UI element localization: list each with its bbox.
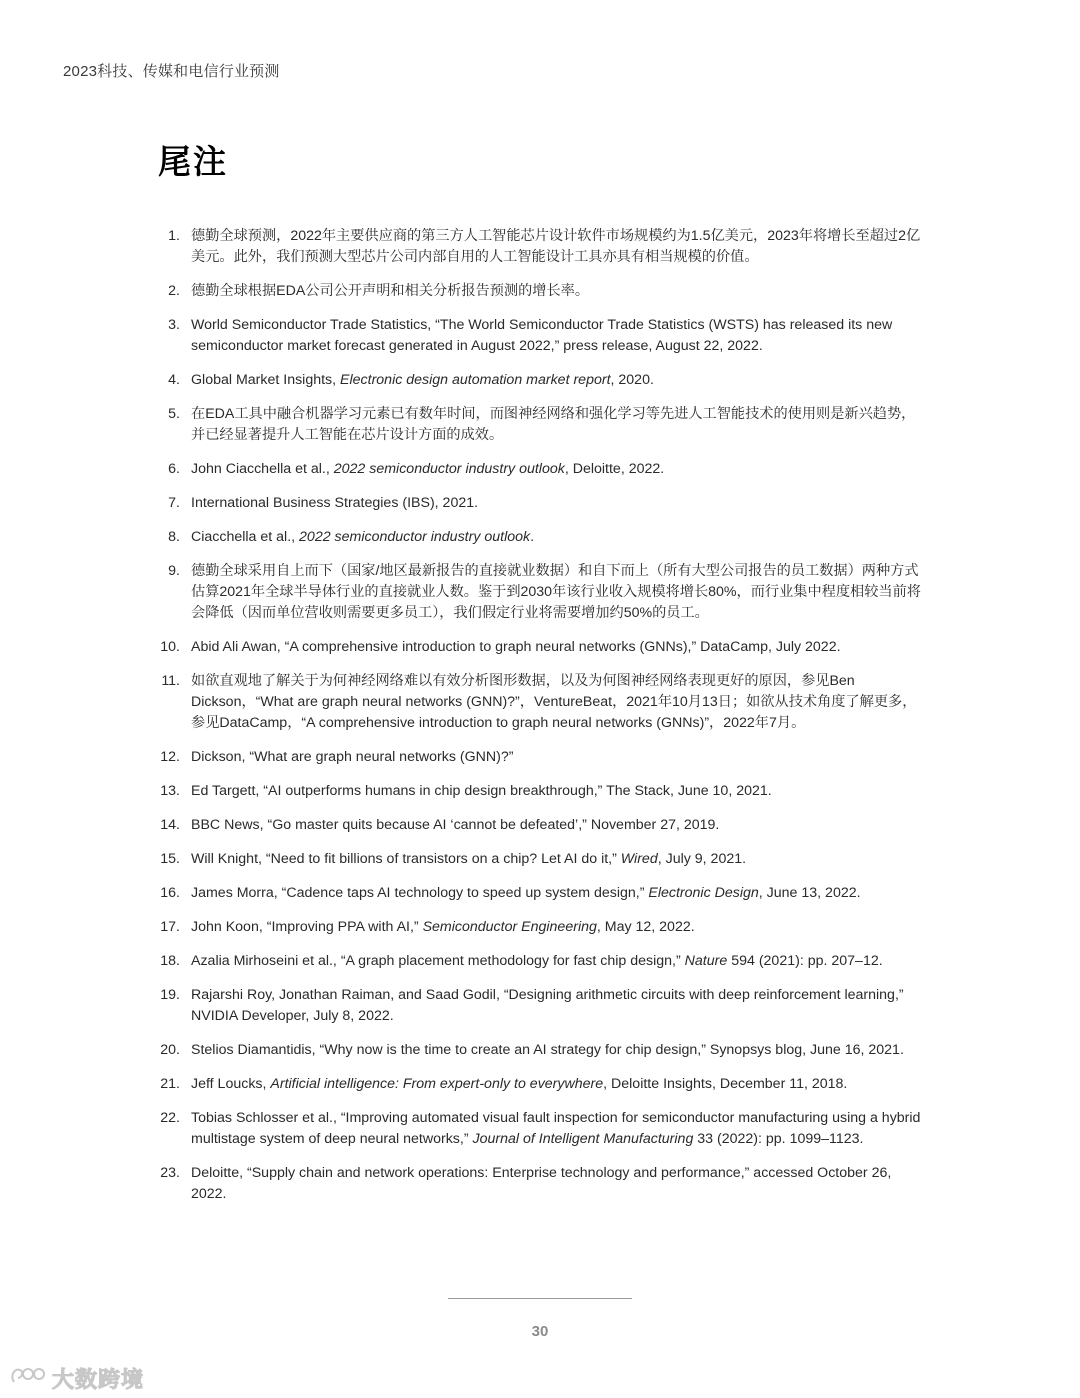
watermark bbox=[8, 1362, 144, 1395]
endnote-number: 3. bbox=[168, 317, 180, 333]
endnote-item bbox=[158, 281, 923, 302]
endnote-italic-title: Semiconductor Engineering bbox=[422, 919, 597, 935]
endnote-italic-title: Nature bbox=[684, 953, 728, 969]
endnote-text-segment: 德勤全球预测，2022年主要供应商的第三方人工智能芯片设计软件市场规模约为1.5亿美元，2023年将增长至超过2亿美元。此外，我们预测大型芯片公司内部自用的人工智能设计工具亦具有相当规模的价值。 bbox=[191, 228, 921, 265]
endnote-item bbox=[158, 917, 923, 938]
endnote-text bbox=[191, 226, 923, 268]
endnote-text-segment: World Semiconductor Trade Statistics, “The World Semiconductor Trade Statistics (WSTS) has released its new semiconductor market forecast generated in August 2022,” press release, August 22, 2022. bbox=[191, 317, 893, 354]
endnote-item bbox=[158, 459, 923, 480]
endnote-text-segment: 在EDA工具中融合机器学习元素已有数年时间，而图神经网络和强化学习等先进人工智能技术的使用则是新兴趋势，并已经显著提升人工智能在芯片设计方面的成效。 bbox=[191, 406, 916, 443]
endnote-text bbox=[191, 1108, 923, 1150]
endnote-text bbox=[191, 370, 923, 391]
endnote-item bbox=[158, 747, 923, 768]
endnote-item bbox=[158, 1108, 923, 1150]
endnote-text-segment: Jeff Loucks, bbox=[191, 1076, 271, 1092]
endnote-text-segment: Azalia Mirhoseini et al., “A graph placement methodology for fast chip design,” bbox=[191, 953, 685, 969]
endnote-number: 9. bbox=[168, 563, 180, 579]
endnote-number: 21. bbox=[160, 1076, 180, 1092]
endnote-number: 2. bbox=[168, 283, 180, 299]
endnote-number: 16. bbox=[160, 885, 180, 901]
endnote-item bbox=[158, 985, 923, 1027]
endnote-text-segment: , Deloitte, 2022. bbox=[564, 461, 665, 477]
endnote-text-segment: Deloitte, “Supply chain and network operations: Enterprise technology and performance,” accessed October 26, 2022. bbox=[191, 1165, 892, 1202]
endnote-text-segment: Rajarshi Roy, Jonathan Raiman, and Saad Godil, “Designing arithmetic circuits with deep reinforcement learning,” NVIDIA Developer, July 8, 2022. bbox=[191, 987, 904, 1024]
endnotes-list bbox=[158, 226, 923, 1205]
endnote-item bbox=[158, 404, 923, 446]
endnote-text bbox=[191, 281, 923, 302]
endnote-text bbox=[191, 315, 923, 357]
endnote-italic-title: Artificial intelligence: From expert-only to everywhere bbox=[270, 1076, 604, 1092]
endnote-item bbox=[158, 226, 923, 268]
endnote-item bbox=[158, 1163, 923, 1205]
endnote-text bbox=[191, 404, 923, 446]
endnote-text bbox=[191, 561, 923, 624]
endnote-text-segment: . bbox=[530, 529, 535, 545]
endnote-number: 1. bbox=[168, 228, 180, 244]
endnote-italic-title: 2022 semiconductor industry outlook bbox=[333, 461, 565, 477]
endnote-number: 20. bbox=[160, 1042, 180, 1058]
endnote-text-segment: Abid Ali Awan, “A comprehensive introduction to graph neural networks (GNNs),” DataCamp, July 2022. bbox=[191, 639, 841, 655]
endnote-text-segment: , 2020. bbox=[610, 372, 654, 388]
endnote-item bbox=[158, 1040, 923, 1061]
endnote-item bbox=[158, 370, 923, 391]
endnote-item bbox=[158, 849, 923, 870]
endnote-text bbox=[191, 781, 923, 802]
endnote-text-segment: 594 (2021): pp. 207–12. bbox=[727, 953, 883, 969]
endnote-text-segment: International Business Strategies (IBS), 2021. bbox=[191, 495, 479, 511]
page-title: 尾注 bbox=[158, 143, 228, 180]
endnote-text-segment: Will Knight, “Need to fit billions of transistors on a chip? Let AI do it,” bbox=[191, 851, 621, 867]
endnote-text bbox=[191, 671, 923, 734]
endnote-text-segment: Tobias Schlosser et al., “Improving automated visual fault inspection for semiconductor manufacturing using a hybrid multistage system of deep neural networks,” bbox=[191, 1110, 921, 1147]
endnote-text-segment: , June 13, 2022. bbox=[758, 885, 861, 901]
endnote-text bbox=[191, 1163, 923, 1205]
endnote-text bbox=[191, 951, 923, 972]
endnote-item bbox=[158, 493, 923, 514]
endnote-number: 11. bbox=[161, 673, 180, 689]
endnote-number: 19. bbox=[160, 987, 180, 1003]
endnote-italic-title: Wired bbox=[620, 851, 658, 867]
endnote-italic-title: Electronic design automation market report bbox=[340, 372, 611, 388]
endnote-text-segment: Stelios Diamantidis, “Why now is the time to create an AI strategy for chip design,” Synopsys blog, June 16, 2021. bbox=[191, 1042, 904, 1058]
endnote-italic-title: Electronic Design bbox=[648, 885, 759, 901]
endnote-text-segment: , July 9, 2021. bbox=[657, 851, 747, 867]
endnote-text bbox=[191, 883, 923, 904]
endnote-text-segment: 德勤全球根据EDA公司公开声明和相关分析报告预测的增长率。 bbox=[191, 283, 590, 299]
endnote-italic-title: 2022 semiconductor industry outlook bbox=[299, 529, 531, 545]
endnote-number: 6. bbox=[168, 461, 180, 477]
endnote-text bbox=[191, 917, 923, 938]
endnote-text-segment: , May 12, 2022. bbox=[596, 919, 695, 935]
endnote-item bbox=[158, 671, 923, 734]
endnote-number: 15. bbox=[160, 851, 180, 867]
endnote-text bbox=[191, 493, 923, 514]
endnote-text-segment: 德勤全球采用自上而下（国家/地区最新报告的直接就业数据）和自下而上（所有大型公司报告的员工数据）两种方式估算2021年全球半导体行业的直接就业人数。鉴于到2030年该行业收入规模将增长80%，而行业集中程度相较当前将会降低（因而单位营收则需要更多员工），我们假定行业将需要增加约50%的员工。 bbox=[191, 563, 921, 621]
endnote-text bbox=[191, 1040, 923, 1061]
endnote-number: 17. bbox=[160, 919, 180, 935]
endnote-item bbox=[158, 883, 923, 904]
endnote-item bbox=[158, 527, 923, 548]
endnote-text bbox=[191, 527, 923, 548]
endnote-text bbox=[191, 637, 923, 658]
endnote-number: 18. bbox=[160, 953, 180, 969]
endnote-text-segment: Dickson, “What are graph neural networks (GNN)?” bbox=[191, 749, 514, 765]
endnote-text-segment: James Morra, “Cadence taps AI technology to speed up system design,” bbox=[191, 885, 649, 901]
watermark-logo-icon bbox=[8, 1362, 48, 1395]
endnote-number: 4. bbox=[168, 372, 180, 388]
endnote-text-segment: John Ciacchella et al., bbox=[191, 461, 334, 477]
endnote-text bbox=[191, 815, 923, 836]
endnote-item bbox=[158, 315, 923, 357]
endnote-item bbox=[158, 637, 923, 658]
endnote-text bbox=[191, 747, 923, 768]
endnote-text-segment: 33 (2022): pp. 1099–1123. bbox=[693, 1131, 864, 1147]
endnote-item bbox=[158, 1074, 923, 1095]
endnote-text-segment: BBC News, “Go master quits because AI ‘cannot be defeated’,” November 27, 2019. bbox=[191, 817, 720, 833]
endnote-text bbox=[191, 985, 923, 1027]
endnote-text bbox=[191, 459, 923, 480]
endnote-text-segment: Global Market Insights, bbox=[191, 372, 341, 388]
endnote-text-segment: , Deloitte Insights, December 11, 2018. bbox=[603, 1076, 848, 1092]
endnote-text-segment: John Koon, “Improving PPA with AI,” bbox=[191, 919, 423, 935]
endnote-number: 23. bbox=[160, 1165, 180, 1181]
endnote-number: 7. bbox=[168, 495, 180, 511]
endnote-number: 22. bbox=[160, 1110, 180, 1126]
endnote-text-segment: 如欲直观地了解关于为何神经网络难以有效分析图形数据，以及为何图神经网络表现更好的原因，参见Ben Dickson，“What are graph neural networks (GNN)?”，VentureBeat，2021年10月13日；如欲从技术角度了解更多，参见DataCamp，“A comprehensive introduction to graph neural networks (GNNs)”，2022年7月。 bbox=[191, 673, 917, 731]
endnote-text-segment: Ciacchella et al., bbox=[191, 529, 300, 545]
endnote-text bbox=[191, 849, 923, 870]
endnote-text bbox=[191, 1074, 923, 1095]
watermark-text: 大数跨境 bbox=[52, 1367, 145, 1392]
page-number: 30 bbox=[531, 1323, 549, 1340]
endnote-number: 12. bbox=[160, 749, 180, 765]
endnote-italic-title: Journal of Intelligent Manufacturing bbox=[472, 1131, 694, 1147]
endnote-number: 10. bbox=[160, 639, 180, 655]
endnote-item bbox=[158, 815, 923, 836]
footer-divider bbox=[448, 1298, 632, 1299]
endnote-number: 13. bbox=[160, 783, 180, 799]
endnote-item bbox=[158, 951, 923, 972]
endnote-number: 5. bbox=[168, 406, 180, 422]
endnote-text-segment: Ed Targett, “AI outperforms humans in chip design breakthrough,” The Stack, June 10, 2021. bbox=[191, 783, 772, 799]
endnote-item bbox=[158, 781, 923, 802]
endnote-number: 14. bbox=[160, 817, 180, 833]
endnote-number: 8. bbox=[168, 529, 180, 545]
running-header: 2023科技、传媒和电信行业预测 bbox=[63, 63, 280, 80]
endnote-item bbox=[158, 561, 923, 624]
